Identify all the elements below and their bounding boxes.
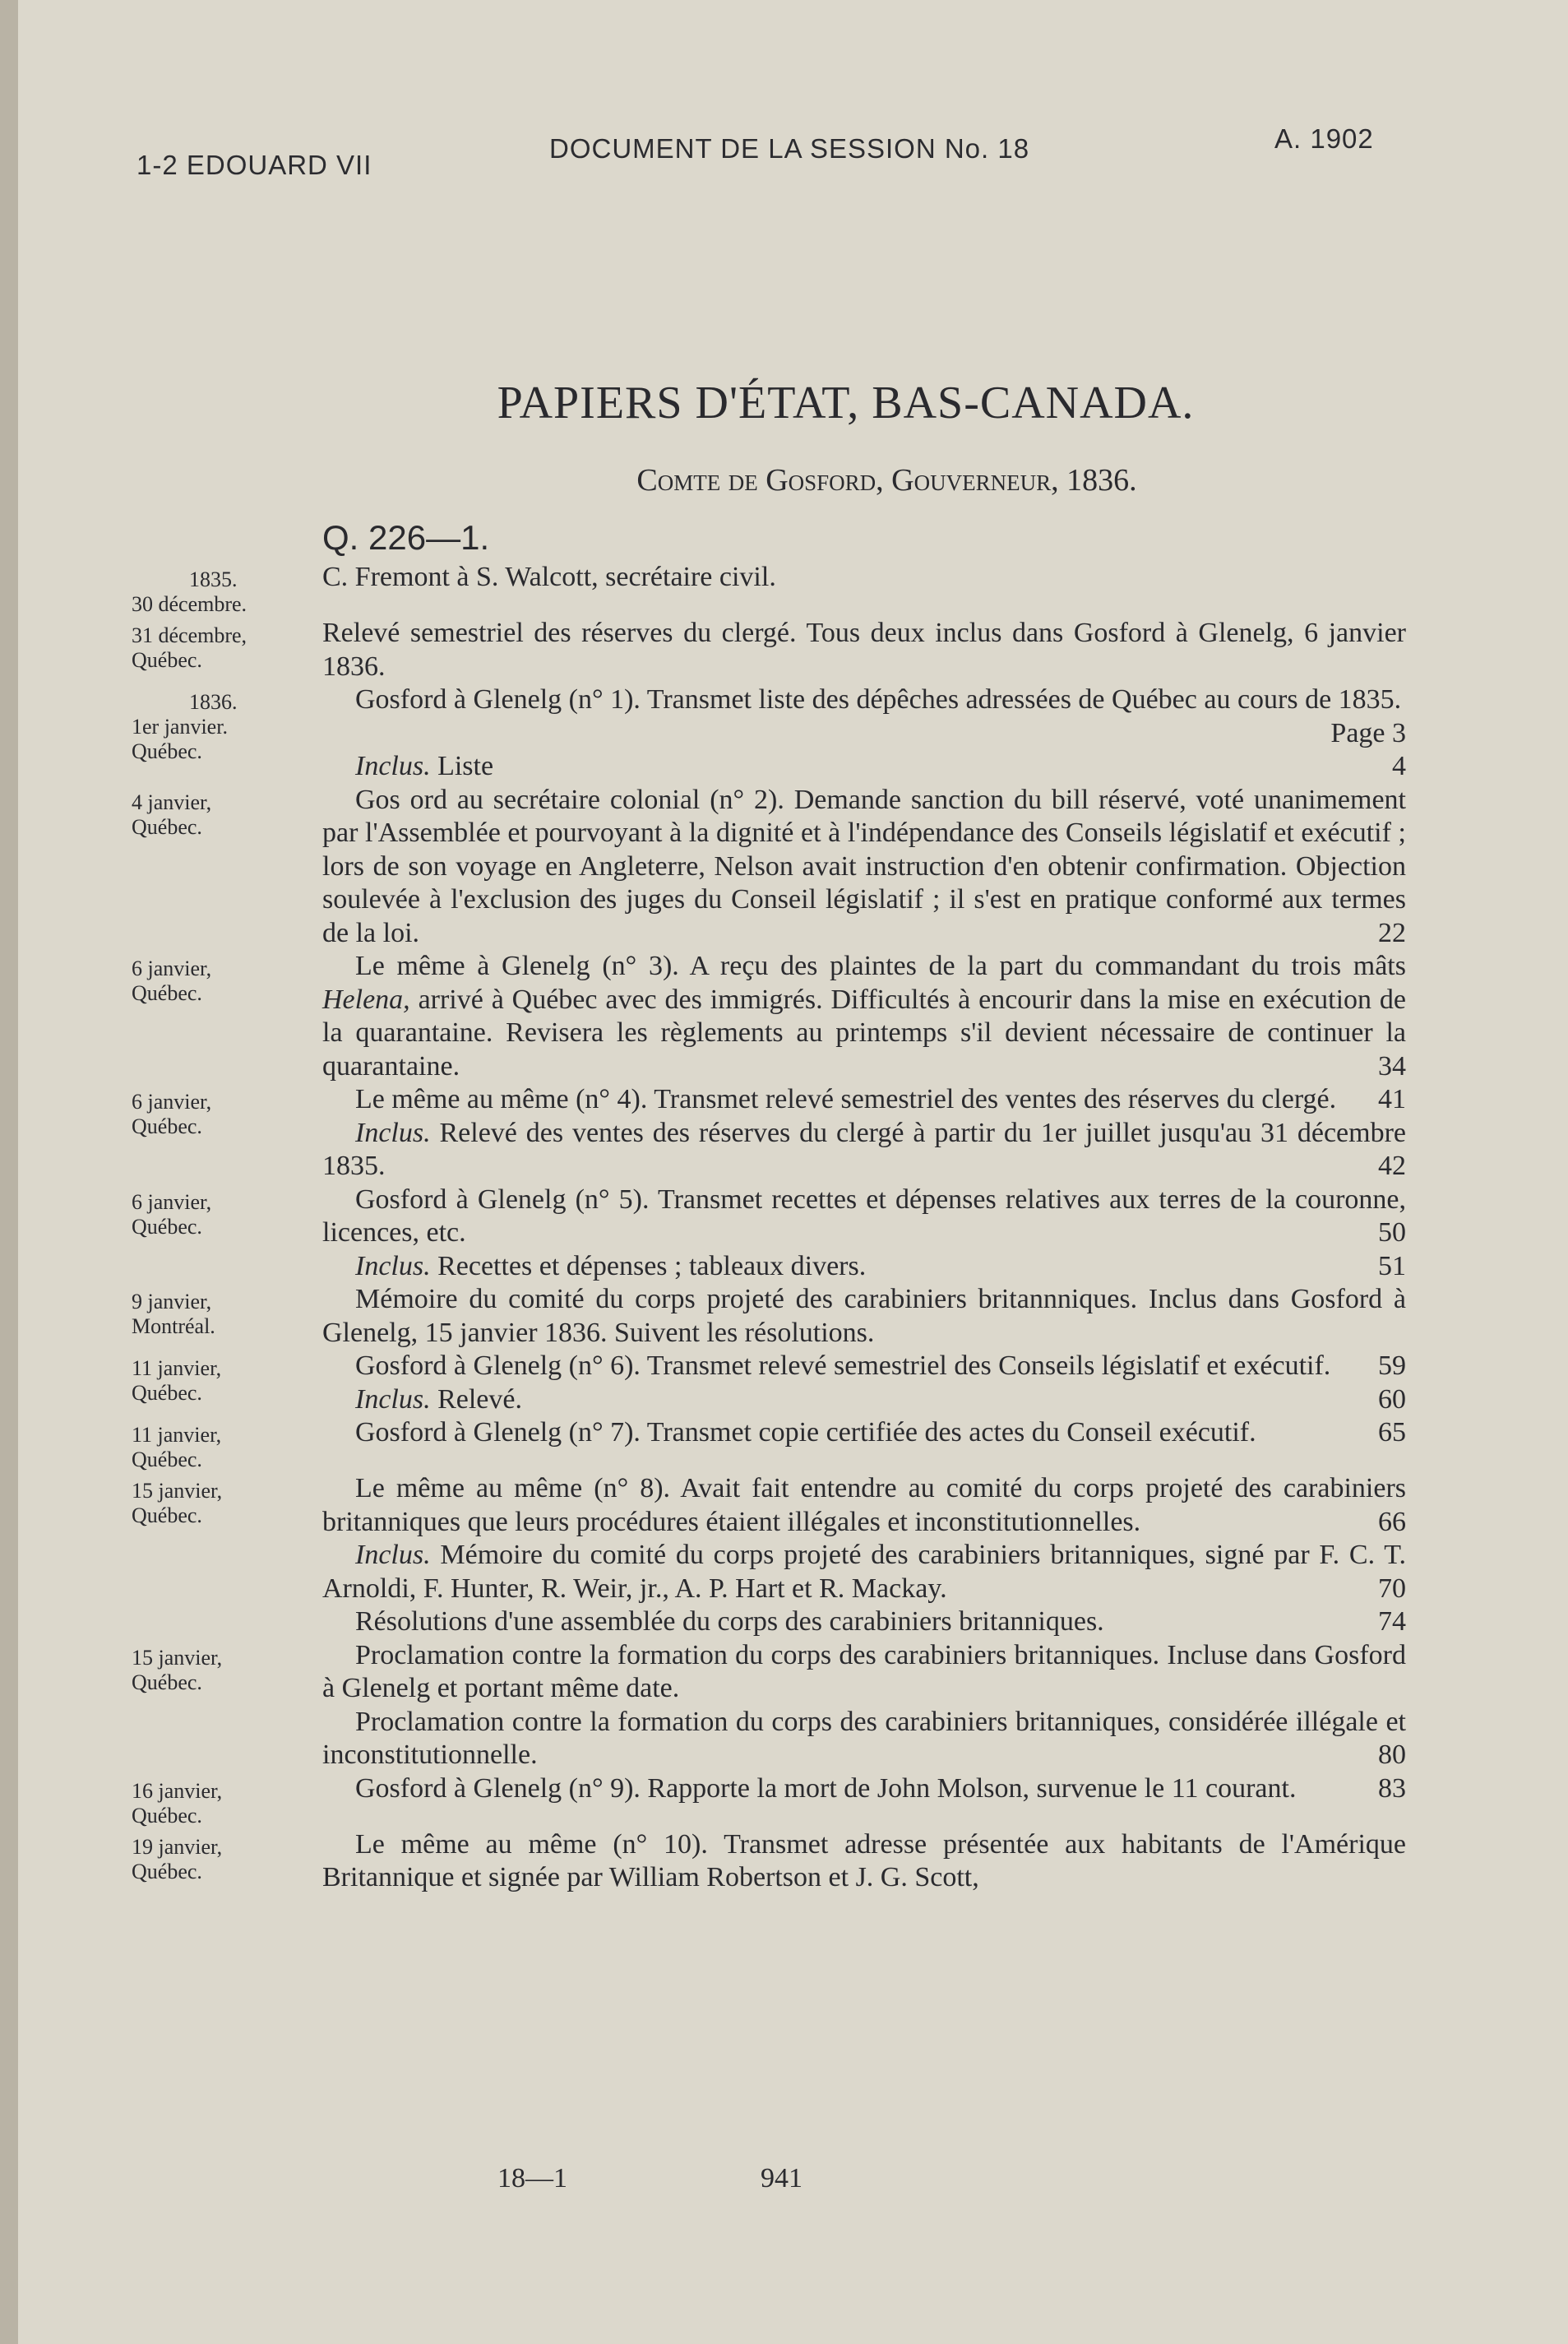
document-entry xyxy=(132,683,1406,784)
entry-paragraph xyxy=(322,1605,1406,1639)
entry-paragraph xyxy=(322,1639,1406,1706)
entry-date-line: 6 janvier, xyxy=(132,957,212,980)
entry-paragraph xyxy=(322,950,1406,1083)
entry-date-line: 4 janvier, xyxy=(132,790,212,814)
entry-paragraph xyxy=(322,750,1406,784)
paragraph-text: arrivé à Québec avec des immigrés. Difficultés à encourir dans la mise en exécution de la quarantaine. Revisera les règlements au printemps s'il devient nécessaire de continuer la quarantaine. xyxy=(322,984,1407,1082)
entry-date xyxy=(132,617,322,683)
entry-text xyxy=(322,1083,1406,1184)
entry-date-line: Québec. xyxy=(132,1448,202,1471)
document-entry xyxy=(132,1772,1406,1828)
header-center: DOCUMENT DE LA SESSION No. 18 xyxy=(549,133,1030,164)
document-entry xyxy=(132,1416,1406,1472)
paragraph-text: Gosford à Glenelg (n° 6). Transmet relevé semestriel des Conseils législatif et exécutif. xyxy=(355,1350,1331,1381)
archive-reference: Q. 226—1. xyxy=(322,518,490,557)
document-entry xyxy=(132,1283,1406,1350)
entry-date-line: 11 janvier, xyxy=(132,1356,222,1380)
entry-date xyxy=(132,561,322,617)
page-reference: 41 xyxy=(1378,1084,1406,1114)
paragraph-text: Relevé des ventes des réserves du clergé à partir du 1er juillet jusqu'au 31 décembre 1835. xyxy=(322,1117,1407,1181)
entry-date xyxy=(132,1184,322,1284)
page-binding-edge xyxy=(0,0,18,2344)
document-entry xyxy=(132,1639,1406,1772)
entry-text xyxy=(322,1283,1406,1350)
entry-date-line: Québec. xyxy=(132,1114,202,1138)
entry-date xyxy=(132,1772,322,1828)
page-reference: 22 xyxy=(1378,917,1406,948)
paragraph-text: Gosford à Glenelg (n° 7). Transmet copie certifiée des actes du Conseil exécutif. xyxy=(355,1417,1256,1448)
entry-date xyxy=(132,1283,322,1350)
page-reference: 70 xyxy=(1378,1573,1406,1604)
document-entry xyxy=(132,784,1406,951)
entry-text xyxy=(322,561,1406,617)
entry-date-line: 1835. xyxy=(189,567,238,591)
entry-date xyxy=(132,1083,322,1184)
entry-date-line: 1er janvier. xyxy=(132,715,228,739)
entry-date-line: 30 décembre. xyxy=(132,592,247,616)
paragraph-text: Gos ord au secrétaire colonial (n° 2). Demande sanction du bill réservé, voté unanimement par l'Assemblée et pourvoyant à la dignité et à l'indépendance des Conseils législatif et exécutif ; lors de son voyage en Angleterre, Nelson avait instruction d'en obtenir confirmation. Objection soulevée à l'exclusion des juges du Conseil législatif ; il s'est en pratique conformé aux termes de la loi. xyxy=(322,784,1406,948)
entry-paragraph xyxy=(322,1828,1406,1895)
document-entry xyxy=(132,1828,1406,1895)
paragraph-text: Résolutions d'une assemblée du corps des carabiniers britanniques. xyxy=(355,1606,1104,1637)
entry-date xyxy=(132,683,322,784)
page-reference: 74 xyxy=(1378,1606,1406,1637)
footer-signature: 18—1 xyxy=(497,2163,567,2193)
entry-paragraph xyxy=(322,1283,1406,1350)
entry-text xyxy=(322,617,1406,683)
running-header xyxy=(0,123,1568,180)
entry-paragraph xyxy=(322,1184,1406,1250)
entry-paragraph xyxy=(322,683,1406,750)
entry-text xyxy=(322,1828,1406,1895)
entry-paragraph xyxy=(322,617,1406,683)
entry-paragraph xyxy=(322,1539,1406,1605)
document-entry xyxy=(132,617,1406,683)
paragraph-text: Gosford à Glenelg (n° 1). Transmet liste des dépêches adressées de Québec au cours de 1835. xyxy=(355,684,1402,715)
ship-name: Helena, xyxy=(322,984,410,1015)
page-reference: 34 xyxy=(1378,1050,1406,1082)
entry-date-line: Québec. xyxy=(132,739,202,763)
entry-date-line: 15 janvier, xyxy=(132,1645,223,1670)
entry-date-line: 1836. xyxy=(189,690,238,714)
entry-date-line: Québec. xyxy=(132,1381,202,1405)
enclosure-label: Inclus. xyxy=(355,1540,441,1570)
entry-paragraph xyxy=(322,784,1406,951)
page-footer xyxy=(0,2163,1568,2204)
entry-date-line: 6 janvier, xyxy=(132,1189,212,1214)
entry-date-line: 15 janvier, xyxy=(132,1479,223,1503)
page-subtitle: Comte de Gosford, Gouverneur, 1836. xyxy=(636,463,1137,498)
document-entry xyxy=(132,561,1406,617)
entry-text xyxy=(322,1184,1406,1284)
entry-date-line: 16 janvier, xyxy=(132,1778,223,1803)
page-reference: 80 xyxy=(1378,1739,1406,1770)
enclosure-label: Inclus. xyxy=(355,1383,438,1415)
paragraph-text: Le même à Glenelg (n° 3). A reçu des plaintes de la part du commandant du trois mâts xyxy=(355,951,1406,981)
page-reference: 50 xyxy=(1378,1217,1406,1248)
entry-text xyxy=(322,1772,1406,1828)
document-entry xyxy=(132,1184,1406,1284)
entry-paragraph xyxy=(322,1383,1406,1417)
entry-text xyxy=(322,1472,1406,1639)
entry-date-line: Québec. xyxy=(132,648,202,672)
entry-text xyxy=(322,1350,1406,1416)
paragraph-text: Gosford à Glenelg (n° 9). Rapporte la mort de John Molson, survenue le 11 courant. xyxy=(355,1772,1297,1804)
enclosure-label: Inclus. xyxy=(355,1250,438,1281)
entry-date-line: Québec. xyxy=(132,1214,202,1239)
page-reference: 42 xyxy=(1378,1151,1406,1181)
paragraph-text: Le même au même (n° 8). Avait fait entendre au comité du corps projeté des carabiniers britanniques que leurs procédures étaient illégales et inconstitutionnelles. xyxy=(322,1473,1406,1537)
entries-list xyxy=(132,561,1406,1895)
document-entry xyxy=(132,950,1406,1083)
document-entry xyxy=(132,1472,1406,1639)
paragraph-text: Gosford à Glenelg (n° 5). Transmet recettes et dépenses relatives aux terres de la couronne, licences, etc. xyxy=(322,1184,1406,1248)
page-reference: 59 xyxy=(1378,1350,1406,1381)
paragraph-text: Mémoire du comité du corps projeté des carabiniers britannniques. Inclus dans Gosford à Glenelg, 15 janvier 1836. Suivent les résolutions. xyxy=(322,1284,1406,1348)
entry-date-line: 6 janvier, xyxy=(132,1090,212,1114)
entry-date-line: Québec. xyxy=(132,981,202,1005)
entry-date xyxy=(132,1416,322,1472)
entry-date-line: Québec. xyxy=(132,1503,202,1527)
page-title: PAPIERS D'ÉTAT, BAS-CANADA. xyxy=(497,378,1195,428)
entry-text xyxy=(322,1639,1406,1772)
entry-text xyxy=(322,784,1406,951)
paragraph-text: Proclamation contre la formation du corps des carabiniers britanniques, considérée illégale et inconstitutionnelle. xyxy=(322,1706,1406,1770)
paragraph-text: Relevé. xyxy=(437,1383,522,1415)
page-reference: 51 xyxy=(1378,1250,1406,1281)
entry-paragraph xyxy=(322,1472,1406,1539)
paragraph-text: Relevé semestriel des réserves du clergé. Tous deux inclus dans Gosford à Glenelg, 6 janvier 1836. xyxy=(322,618,1406,682)
entry-date-line: 19 janvier, xyxy=(132,1834,223,1859)
page-reference: Page 3 xyxy=(1330,717,1406,748)
page-reference: 4 xyxy=(1392,751,1406,781)
paragraph-text: Le même au même (n° 4). Transmet relevé semestriel des ventes des réserves du clergé. xyxy=(355,1084,1337,1114)
entry-paragraph xyxy=(322,1416,1406,1450)
page-reference: 65 xyxy=(1378,1417,1406,1448)
document-entry xyxy=(132,1350,1406,1416)
entry-text xyxy=(322,950,1406,1083)
entry-paragraph xyxy=(322,1117,1406,1184)
entry-paragraph xyxy=(322,561,1406,595)
paragraph-text: Recettes et dépenses ; tableaux divers. xyxy=(437,1250,867,1281)
header-right: A. 1902 xyxy=(1274,123,1374,154)
entry-date-line: 31 décembre, xyxy=(132,623,247,647)
paragraph-text: Proclamation contre la formation du corps des carabiniers britanniques. Incluse dans Gosford à Glenelg et portant même date. xyxy=(322,1639,1406,1703)
entry-date xyxy=(132,784,322,951)
entry-paragraph xyxy=(322,1350,1406,1383)
entry-date xyxy=(132,1639,322,1772)
entry-date xyxy=(132,1350,322,1416)
paragraph-text: Mémoire du comité du corps projeté des carabiniers britanniques, signé par F. C. T. Arnoldi, F. Hunter, R. Weir, jr., A. P. Hart et R. Mackay. xyxy=(322,1540,1406,1604)
enclosure-label: Inclus. xyxy=(355,1117,440,1148)
page-reference: 83 xyxy=(1378,1772,1406,1804)
entry-date-line: Québec. xyxy=(132,1803,202,1827)
page-reference: 66 xyxy=(1378,1506,1406,1537)
entry-paragraph xyxy=(322,1250,1406,1284)
enclosure-label: Inclus. xyxy=(355,751,438,781)
header-left: 1-2 EDOUARD VII xyxy=(136,150,372,180)
paragraph-text: Liste xyxy=(437,751,494,781)
entry-paragraph xyxy=(322,1083,1406,1117)
entry-date-line: 11 janvier, xyxy=(132,1423,222,1447)
paragraph-text: Le même au même (n° 10). Transmet adresse présentée aux habitants de l'Amérique Britannique et signée par William Robertson et J. G. Scott, xyxy=(322,1828,1406,1892)
entry-date-line: Québec. xyxy=(132,1859,202,1883)
entry-date xyxy=(132,1472,322,1639)
page-number: 941 xyxy=(761,2163,803,2193)
entry-text xyxy=(322,1416,1406,1472)
entry-paragraph xyxy=(322,1772,1406,1806)
document-entry xyxy=(132,1083,1406,1184)
entry-date xyxy=(132,950,322,1083)
entry-paragraph xyxy=(322,1706,1406,1772)
entry-date-line: Québec. xyxy=(132,1670,202,1694)
entry-date-line: 9 janvier, xyxy=(132,1290,212,1313)
entry-date xyxy=(132,1828,322,1895)
page-reference: 60 xyxy=(1378,1383,1406,1415)
paragraph-text: C. Fremont à S. Walcott, secrétaire civil. xyxy=(322,562,776,592)
entry-date-line: Québec. xyxy=(132,814,202,839)
entry-date-line: Montréal. xyxy=(132,1314,215,1338)
entry-text xyxy=(322,683,1406,784)
